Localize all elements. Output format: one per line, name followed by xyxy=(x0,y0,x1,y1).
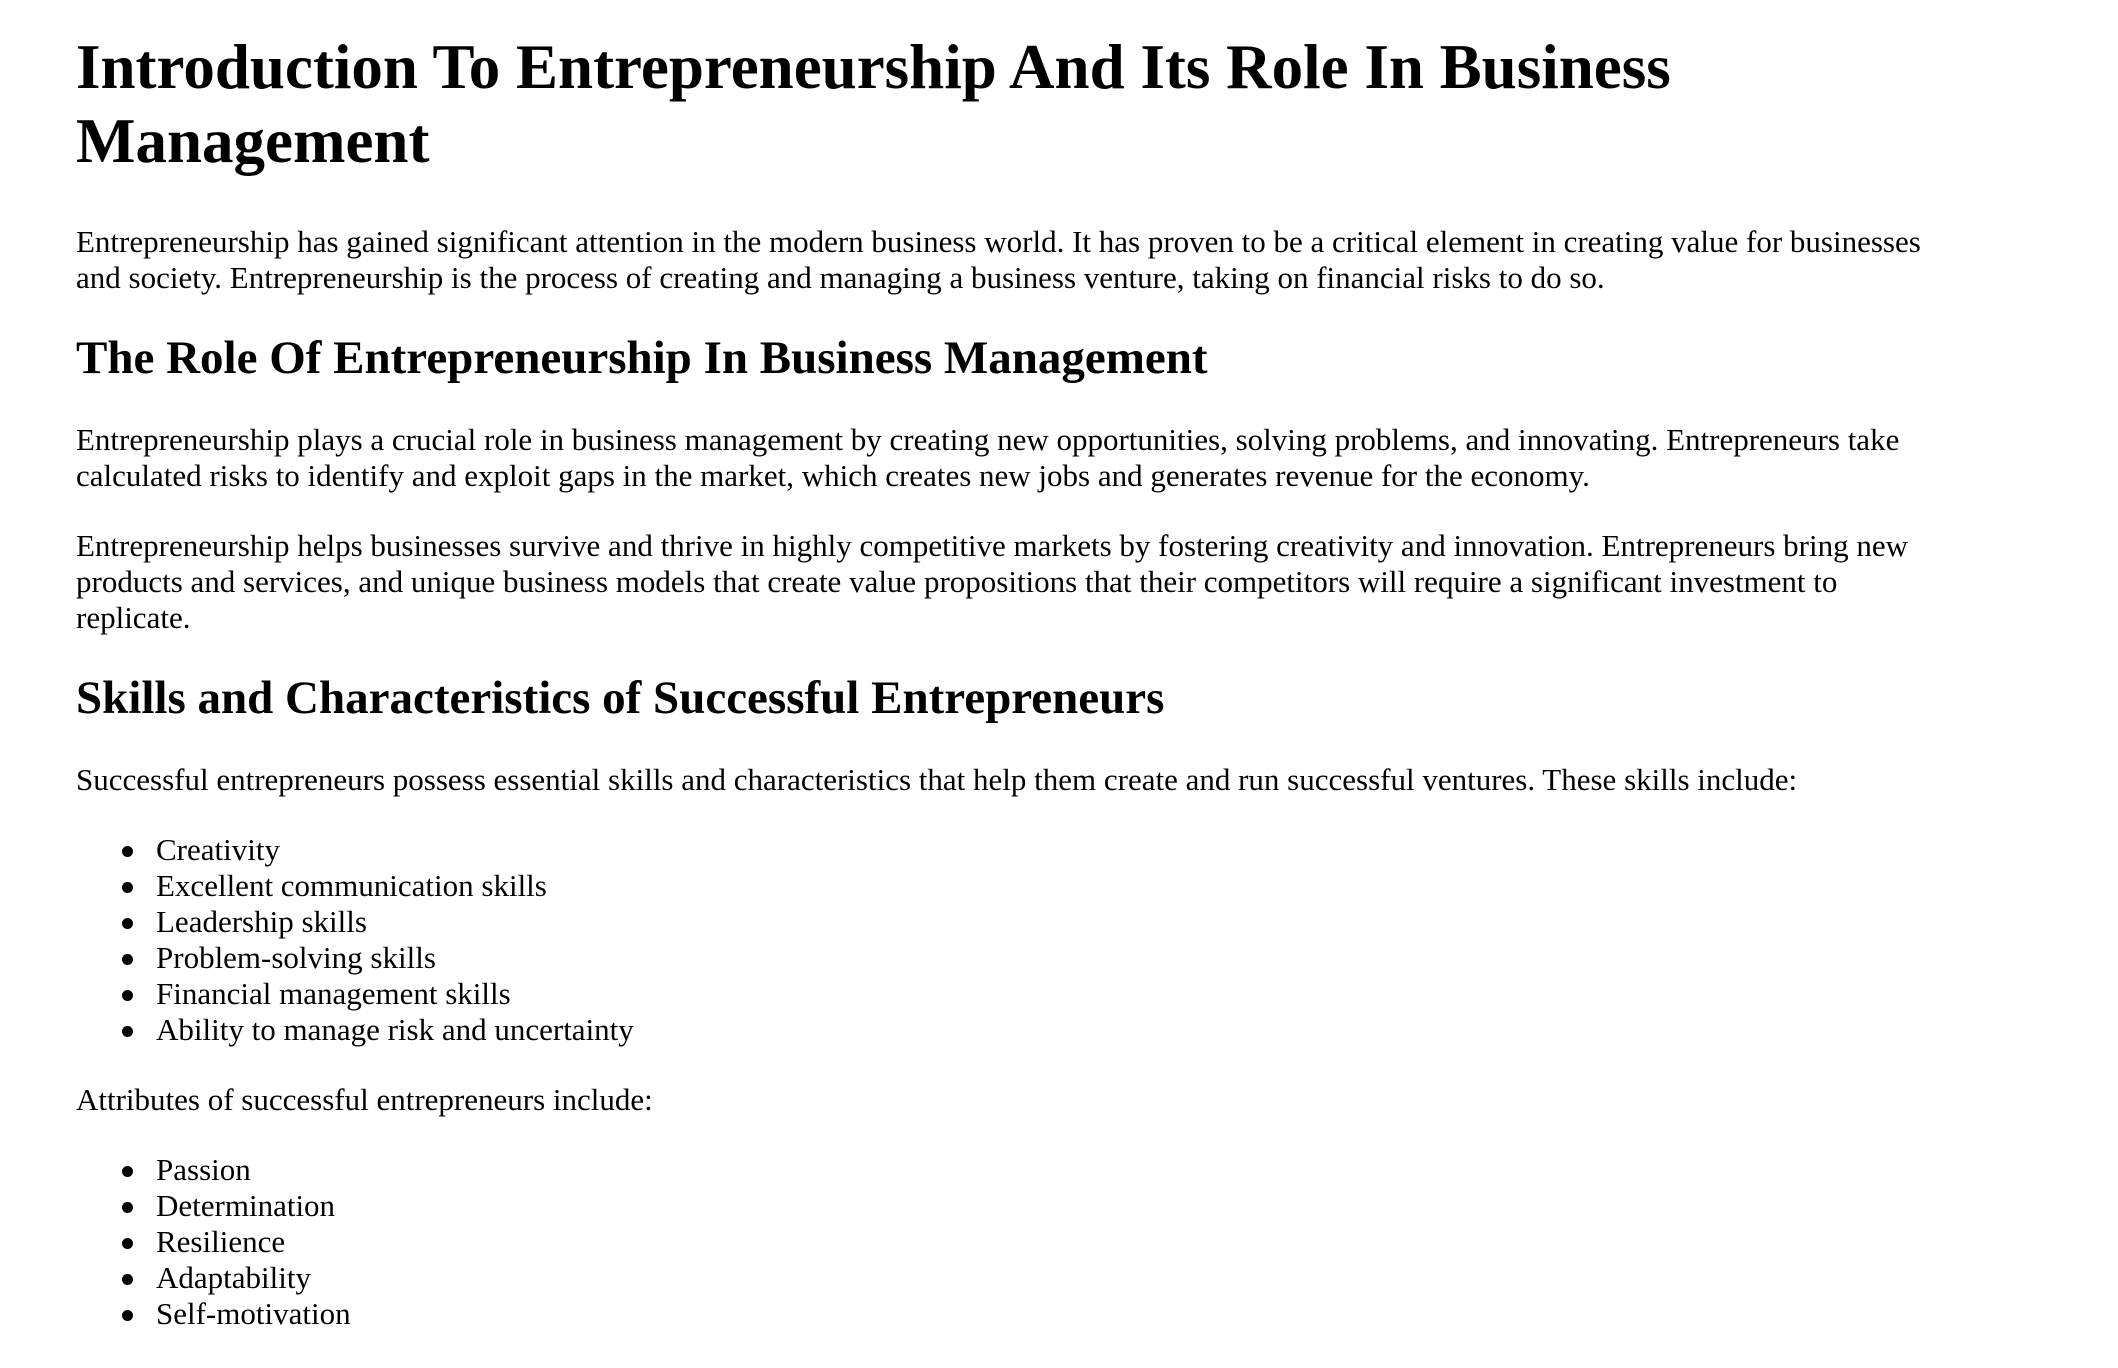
list-item-text: Adaptability xyxy=(156,1260,311,1295)
list-item-text: Problem-solving skills xyxy=(156,940,436,975)
attributes-intro-paragraph: Attributes of successful entrepreneurs include: xyxy=(76,1082,653,1117)
bullet-icon xyxy=(122,1274,133,1285)
list-item-text: Excellent communication skills xyxy=(156,868,547,903)
list-item-text: Determination xyxy=(156,1188,336,1223)
list-item-text: Financial management skills xyxy=(156,976,511,1011)
bullet-icon xyxy=(122,990,133,1001)
list-item xyxy=(156,904,1976,940)
bullet-icon xyxy=(122,882,133,893)
role-paragraph-2: Entrepreneurship helps businesses survive and thrive in highly competitive markets by fostering creativity and innovation. Entrepreneurs bring new products and services, and unique business models that create value propositions that their competitors will require a significant investment to replicate. xyxy=(76,528,1908,635)
list-item xyxy=(156,1152,1976,1188)
list-item-text: Self-motivation xyxy=(156,1296,351,1331)
intro-paragraph: Entrepreneurship has gained significant attention in the modern business world. It has proven to be a critical element in creating value for businesses and society. Entrepreneurship is the process of creating and managing a business venture, taking on financial risks to do so. xyxy=(76,224,1921,295)
list-item xyxy=(156,976,1976,1012)
list-item-text: Resilience xyxy=(156,1224,286,1259)
list-item xyxy=(156,940,1976,976)
skills-list xyxy=(76,832,1976,1048)
list-item xyxy=(156,1260,1976,1296)
bullet-icon xyxy=(122,918,133,929)
list-item xyxy=(156,1012,1976,1048)
skills-intro-paragraph: Successful entrepreneurs possess essential skills and characteristics that help them create and run successful ventures. These skills include: xyxy=(76,762,1798,797)
list-item-text: Leadership skills xyxy=(156,904,367,939)
role-paragraph-1: Entrepreneurship plays a crucial role in business management by creating new opportunities, solving problems, and innovating. Entrepreneurs take calculated risks to identify and exploit gaps in the market, which creates new jobs and generates revenue for the economy. xyxy=(76,422,1900,493)
list-item xyxy=(156,832,1976,868)
list-item xyxy=(156,1188,1976,1224)
bullet-icon xyxy=(122,1238,133,1249)
bullet-icon xyxy=(122,1202,133,1213)
bullet-icon xyxy=(122,1310,133,1321)
bullet-icon xyxy=(122,1026,133,1037)
bullet-icon xyxy=(122,1166,133,1177)
list-item xyxy=(156,1224,1976,1260)
section-heading-skills: Skills and Characteristics of Successful Entrepreneurs xyxy=(76,672,1165,724)
bullet-icon xyxy=(122,846,133,857)
list-item-text: Passion xyxy=(156,1152,251,1187)
section-heading-role: The Role Of Entrepreneurship In Business Management xyxy=(76,332,1208,384)
list-item-text: Ability to manage risk and uncertainty xyxy=(156,1012,634,1047)
list-item xyxy=(156,868,1976,904)
bullet-icon xyxy=(122,954,133,965)
page-title: Introduction To Entrepreneurship And Its Role In Business Management xyxy=(76,32,1671,176)
attributes-list xyxy=(76,1152,1976,1332)
list-item-text: Creativity xyxy=(156,832,280,867)
list-item xyxy=(156,1296,1976,1332)
